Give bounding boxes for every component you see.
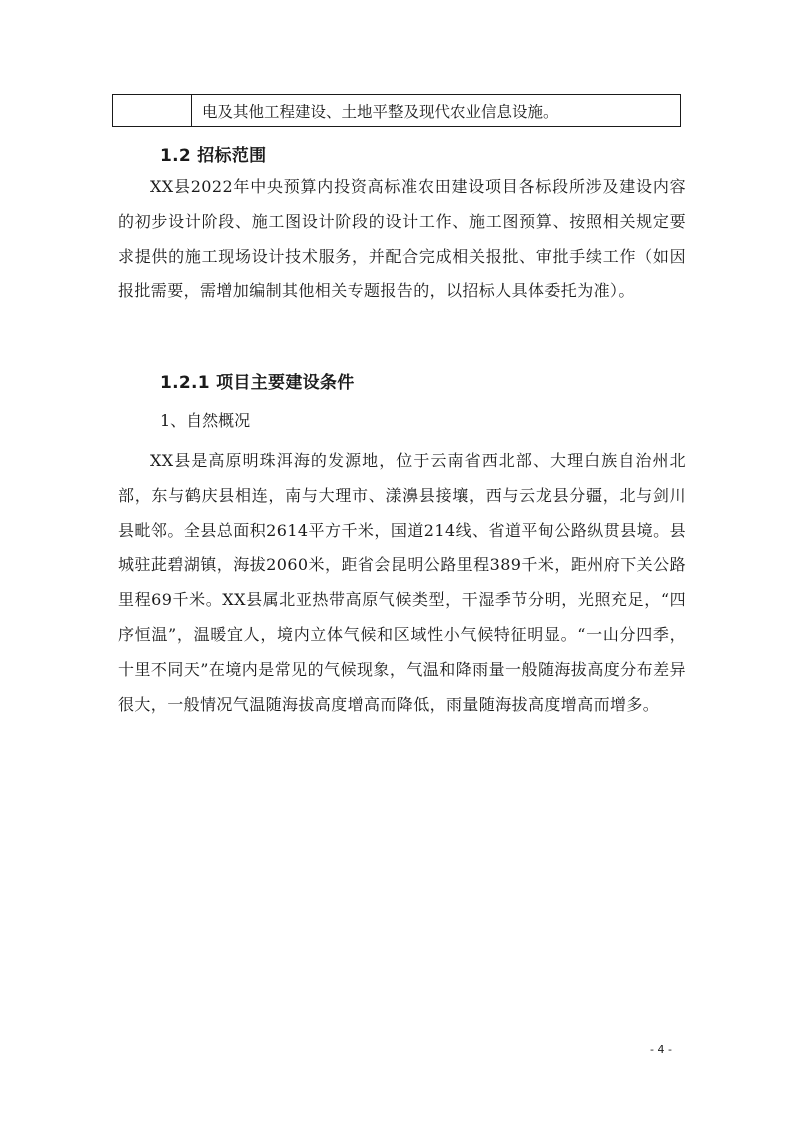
section-heading-1-2-1: 1.2.1 项目主要建设条件 <box>160 373 355 393</box>
section-heading-1-2: 1.2 招标范围 <box>160 146 267 166</box>
subheading-natural-overview: 1、自然概况 <box>160 411 251 430</box>
table-row <box>113 95 681 127</box>
section-paragraph-scope: XX县2022年中央预算内投资高标准农田建设项目各标段所涉及建设内容的初步设计阶段、施工图设计阶段的设计工作、施工图预算、按照相关规定要求提供的施工现场设计技术服务，并配合完成相关报批、审批手续工作（如因报批需要，需增加编制其他相关专题报告的，以招标人具体委托为准）。 <box>118 177 686 301</box>
table-cell-content: 电及其他工程建设、土地平整及现代农业信息设施。 <box>192 95 681 127</box>
section-paragraph-natural: XX县是高原明珠洱海的发源地，位于云南省西北部、大理白族自治州北部，东与鹤庆县相连，南与大理市、漾濞县接壤，西与云龙县分疆，北与剑川县毗邻。全县总面积2614平方千米，国道214线、省道平甸公路纵贯县境。县城驻茈碧湖镇，海拔2060米，距省会昆明公路里程389千米，距州府下关公路里程69千米。XX县属北亚热带高原气候类型，干湿季节分明，光照充足，“四序恒温”，温暖宜人，境内立体气候和区域性小气候特征明显。“一山分四季，十里不同天”在境内是常见的气候现象，气温和降雨量一般随海拔高度分布差异很大，一般情况气温随海拔高度增高而降低，雨量随海拔高度增高而增多。 <box>118 451 686 714</box>
page-number: - 4 - <box>650 1043 672 1056</box>
table-fragment <box>112 94 681 127</box>
table-cell-empty <box>113 95 192 127</box>
